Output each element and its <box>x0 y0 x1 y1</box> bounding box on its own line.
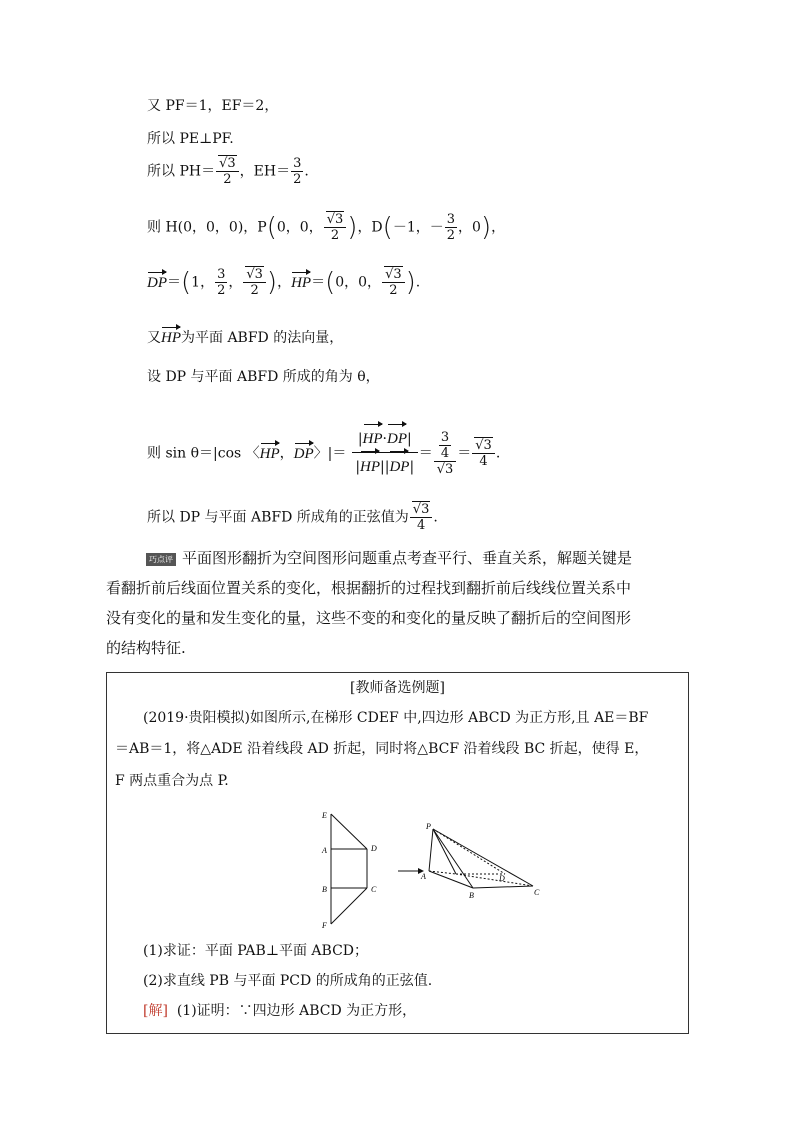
vector-hp: HP <box>363 426 383 452</box>
solution-text: (1)证明：∵四边形 ABCD 为正方形， <box>176 1003 417 1019</box>
abs-bar: || <box>380 459 390 475</box>
text: ， <box>277 274 292 291</box>
fraction <box>216 156 239 187</box>
solution-line <box>143 996 416 1026</box>
text: . <box>433 509 438 526</box>
text: 〉|＝ <box>313 445 347 462</box>
text: ＝ <box>311 274 326 291</box>
question-2: (2)求直线 PB 与平面 PCD 的所成角的正弦值. <box>143 973 433 989</box>
denominator: 2 <box>293 172 302 187</box>
line-9 <box>147 502 438 533</box>
folding-figure <box>303 811 613 941</box>
text: ， <box>228 274 243 291</box>
paren: ( <box>181 267 192 298</box>
text: ＝ <box>457 445 472 462</box>
text: ，EH＝ <box>239 163 291 180</box>
label-P: P <box>426 822 431 831</box>
paren: ( <box>325 267 336 298</box>
vector-dp: DP <box>387 426 407 452</box>
abs-bar: | <box>406 431 412 447</box>
text: 则 sin θ＝|cos 〈 <box>147 445 260 462</box>
paren: ) <box>405 267 416 298</box>
numerator: √3 <box>412 502 430 517</box>
paren: ( <box>382 212 393 243</box>
label-B: B <box>322 885 327 894</box>
label-A: A <box>322 846 327 855</box>
abs-bar: | <box>409 459 415 475</box>
text: ， <box>491 219 506 236</box>
numerator: √3 <box>385 267 402 282</box>
text: 1， <box>191 274 215 291</box>
text: 0，0， <box>335 274 382 291</box>
abs-bar: | <box>355 459 361 475</box>
denominator: 2 <box>250 283 259 298</box>
line-6 <box>147 329 343 347</box>
fraction <box>410 502 433 533</box>
text: ，0 <box>458 219 481 236</box>
text: ，D <box>357 219 383 236</box>
denominator: 4 <box>479 454 488 469</box>
question-1: (1)求证：平面 PAB⊥平面 ABCD； <box>143 943 369 959</box>
paren: ) <box>347 212 358 243</box>
text: 又 <box>147 330 161 346</box>
paren: ) <box>480 212 492 243</box>
fraction <box>291 156 303 187</box>
comment-text: 平面图形翻折为空间图形问题重点考查平行、垂直关系，解题关键是 <box>182 549 633 567</box>
fraction <box>439 430 451 461</box>
line-4 <box>147 212 505 243</box>
vector-hp: HP <box>259 445 280 462</box>
text: －1，－ <box>392 219 444 236</box>
comment-line <box>106 543 682 573</box>
numerator: √3 <box>219 156 236 171</box>
denominator: 4 <box>440 446 450 461</box>
numerator: √3 <box>246 267 263 282</box>
text: . <box>495 445 501 462</box>
paren: ) <box>266 267 278 298</box>
fraction <box>382 267 405 298</box>
text: . <box>415 274 421 291</box>
abs-bar: | <box>357 431 363 447</box>
numerator: √3 <box>326 212 344 227</box>
denominator: √3 <box>436 462 454 477</box>
label-C2: C <box>534 888 540 897</box>
numerator: 3 <box>293 156 302 171</box>
text: 所以 PH＝ <box>147 163 216 180</box>
vector-hp: HP <box>161 330 181 346</box>
text: ＝ <box>167 274 181 291</box>
example-paragraph: (2019·贵阳模拟)如图所示,在梯形 CDEF 中,四边形 ABCD 为正方形,且 AE＝BF <box>143 710 649 726</box>
dot: · <box>382 431 387 447</box>
label-B2: B <box>469 891 474 900</box>
fraction <box>243 267 266 298</box>
denominator: 2 <box>217 283 226 298</box>
vector-dp: DP <box>389 453 409 481</box>
label-F: F <box>322 921 327 930</box>
line-3 <box>147 156 309 187</box>
comment-line: 的结构特征. <box>106 639 186 657</box>
denominator: 4 <box>416 518 426 533</box>
comment-line: 看翻折前后线面位置关系的变化，根据翻折的过程找到翻折前后线线位置关系中 <box>106 579 632 597</box>
numerator: 3 <box>440 430 450 445</box>
line-1: 又 PF＝1，EF＝2， <box>147 98 279 114</box>
numerator: 3 <box>446 212 456 227</box>
text: 为平面 ABFD 的法向量， <box>181 330 344 346</box>
fraction-cos <box>352 426 418 481</box>
line-5 <box>147 267 420 298</box>
numerator: √3 <box>475 438 492 453</box>
example-paragraph: F 两点重合为点 P. <box>115 773 229 789</box>
label-D: D <box>371 844 377 853</box>
text: 0，0， <box>276 219 323 236</box>
label-E: E <box>322 811 327 820</box>
comment-block <box>106 543 682 663</box>
vector-hp: HP <box>360 453 380 481</box>
denominator: 2 <box>389 283 398 298</box>
label-A2: A <box>421 872 426 881</box>
example-box <box>106 672 689 1034</box>
denominator: 2 <box>446 228 456 243</box>
paren: ( <box>266 212 277 243</box>
vector-dp: DP <box>293 445 314 462</box>
fraction <box>472 438 495 469</box>
line-2: 所以 PE⊥PF. <box>147 131 234 147</box>
vector-dp: DP <box>147 274 167 291</box>
vector-hp: HP <box>291 274 312 291</box>
denominator: 2 <box>330 228 340 243</box>
text: . <box>304 163 309 180</box>
text: 则 H(0，0，0)，P <box>147 219 267 236</box>
solution-tag: [解] <box>143 1003 168 1019</box>
numerator: 3 <box>217 267 226 282</box>
fraction <box>215 267 227 298</box>
label-D2: D <box>499 874 505 883</box>
label-C: C <box>371 885 377 894</box>
text: ， <box>279 445 294 462</box>
example-title: [教师备选例题] <box>350 680 445 696</box>
comment-line: 没有变化的量和发生变化的量，这些不变的和变化的量反映了翻折后的空间图形 <box>106 609 632 627</box>
example-paragraph: ＝AB＝1，将△ADE 沿着线段 AD 折起，同时将△BCF 沿着线段 BC 折起，使得 E， <box>115 741 649 757</box>
text: 所以 DP 与平面 ABFD 所成角的正弦值为 <box>147 509 409 526</box>
fraction <box>445 212 457 243</box>
line-7: 设 DP 与平面 ABFD 所成的角为 θ， <box>147 369 380 385</box>
denominator: 2 <box>223 172 232 187</box>
fraction <box>324 212 347 243</box>
line-8 <box>147 426 500 481</box>
fraction <box>434 430 457 477</box>
text: ＝ <box>418 445 433 462</box>
comment-badge: 巧点评 <box>146 553 176 566</box>
